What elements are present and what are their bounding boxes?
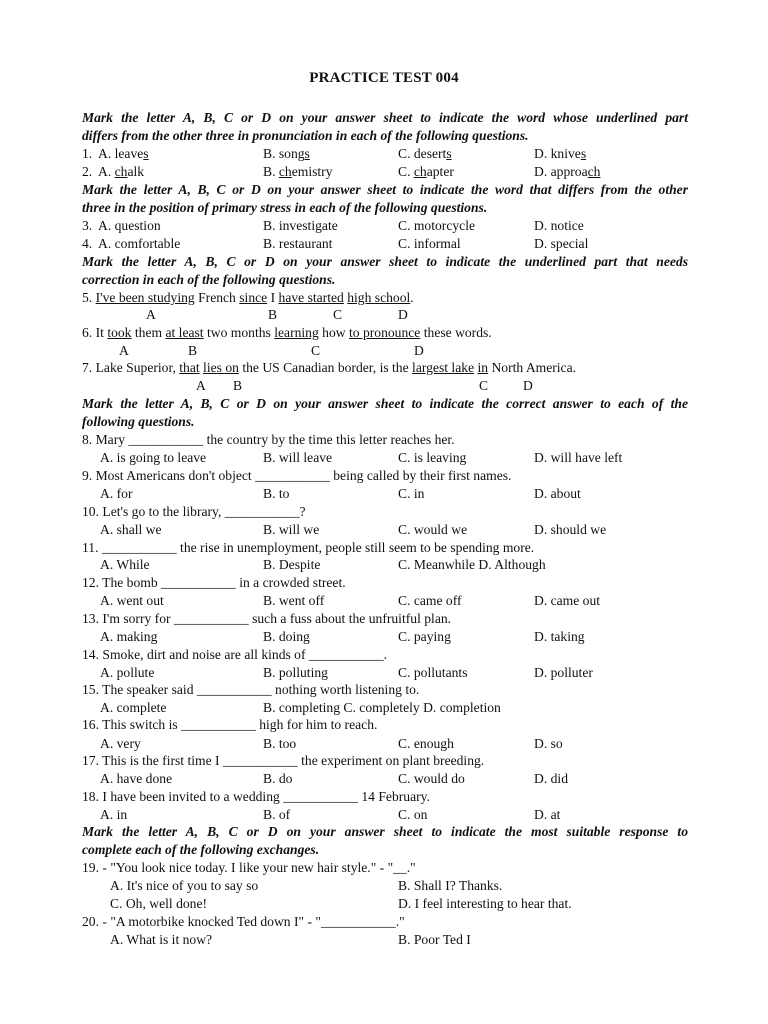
option-b: B. completing C. completely D. completion bbox=[263, 700, 501, 715]
question-15: 15. The speaker said ___________ nothing worth listening to. bbox=[82, 682, 420, 697]
option-c: C. would we bbox=[398, 522, 468, 537]
options-19 bbox=[82, 877, 682, 895]
section-instruction: Mark the letter A, B, C or D on your answer sheet to indicate the word whose underlined part bbox=[82, 110, 688, 125]
option-a: A. for bbox=[100, 486, 133, 501]
option-a: A. chalk bbox=[98, 164, 145, 179]
options-20 bbox=[82, 931, 682, 949]
option-a: A. is going to leave bbox=[100, 450, 207, 465]
option-a: A. shall we bbox=[100, 522, 162, 537]
options-18 bbox=[82, 806, 682, 824]
option-b: B. will leave bbox=[263, 450, 333, 465]
option-b: B. doing bbox=[263, 629, 310, 644]
question-13: 13. I'm sorry for ___________ such a fuss about the unfruitful plan. bbox=[82, 611, 452, 626]
option-d: D. notice bbox=[534, 218, 584, 233]
option-d: D. came out bbox=[534, 593, 601, 608]
option-a: A. What is it now? bbox=[110, 932, 213, 947]
option-a: A. in bbox=[100, 807, 128, 822]
options-9 bbox=[82, 485, 682, 503]
option-c: C. Meanwhile D. Although bbox=[398, 557, 546, 572]
option-d: D. taking bbox=[534, 629, 585, 644]
section-instruction: Mark the letter A, B, C or D on your answer sheet to indicate the word that differs from the other bbox=[82, 182, 688, 197]
section-instruction: complete each of the following exchanges. bbox=[82, 842, 320, 857]
option-c: C. deserts bbox=[398, 146, 452, 161]
question-20: 20. - "A motorbike knocked Ted down I" - "___________." bbox=[82, 914, 405, 929]
option-c: C. paying bbox=[398, 629, 451, 644]
options-10 bbox=[82, 521, 682, 539]
option-a: A. question bbox=[98, 218, 161, 233]
option-d: D. at bbox=[534, 807, 561, 822]
option-c: C. would do bbox=[398, 771, 465, 786]
section-instruction: Mark the letter A, B, C or D on your answer sheet to indicate the correct answer to each of the bbox=[82, 396, 688, 411]
question-9: 9. Most Americans don't object ___________ being called by their first names. bbox=[82, 468, 512, 483]
section-instruction: following questions. bbox=[82, 414, 195, 429]
option-a: A. comfortable bbox=[98, 236, 181, 251]
option-c: C. on bbox=[398, 807, 428, 822]
option-a: A. making bbox=[100, 629, 158, 644]
option-c: C. in bbox=[398, 486, 425, 501]
option-c: C. pollutants bbox=[398, 665, 468, 680]
option-a: A. It's nice of you to say so bbox=[110, 878, 259, 893]
option-d: D. so bbox=[534, 736, 563, 751]
option-b: B. Despite bbox=[263, 557, 321, 572]
answer-letters: A B C D bbox=[146, 307, 408, 322]
option-b: B. Poor Ted I bbox=[398, 932, 471, 947]
answer-letters: A B C D bbox=[196, 378, 533, 393]
question-19: 19. - "You look nice today. I like your new hair style." - "__." bbox=[82, 860, 416, 875]
option-d: D. will have left bbox=[534, 450, 623, 465]
option-d: D. polluter bbox=[534, 665, 593, 680]
option-d: D. knives bbox=[534, 146, 587, 161]
question-14: 14. Smoke, dirt and noise are all kinds of ___________. bbox=[82, 647, 388, 662]
page-title: PRACTICE TEST 004 bbox=[309, 70, 459, 86]
option-d: D. about bbox=[534, 486, 581, 501]
option-a: A. While bbox=[100, 557, 150, 572]
section-instruction: Mark the letter A, B, C or D on your answer sheet to indicate the most suitable response to bbox=[82, 824, 688, 839]
option-c: C. enough bbox=[398, 736, 454, 751]
question-11: 11. ___________ the rise in unemployment, people still seem to be spending more. bbox=[82, 540, 535, 555]
option-d: D. special bbox=[534, 236, 589, 251]
option-c: C. informal bbox=[398, 236, 461, 251]
question-8: 8. Mary ___________ the country by the time this letter reaches her. bbox=[82, 432, 455, 447]
option-b: B. will we bbox=[263, 522, 320, 537]
option-b: B. to bbox=[263, 486, 290, 501]
question-2: 2. A. chalk B. chemistry C. chapter D. approach bbox=[82, 164, 601, 179]
question-16: 16. This switch is ___________ high for him to reach. bbox=[82, 717, 378, 732]
question-5: 5. I've been studying French since I have started high school. bbox=[82, 290, 414, 305]
option-b: B. Shall I? Thanks. bbox=[398, 878, 503, 893]
question-10: 10. Let's go to the library, ___________? bbox=[82, 504, 306, 519]
options-15 bbox=[82, 699, 682, 717]
question-1: 1. A. leaves B. songs C. deserts D. knives bbox=[82, 146, 587, 161]
options-12 bbox=[82, 592, 682, 610]
section-instruction: differs from the other three in pronunciation in each of the following questions. bbox=[82, 128, 529, 143]
option-a: A. have done bbox=[100, 771, 173, 786]
option-a: A. went out bbox=[100, 593, 164, 608]
question-3: 3. A. question B. investigate C. motorcycle D. notice bbox=[82, 218, 584, 233]
question-6: 6. It took them at least two months learning how to pronounce these words. bbox=[82, 325, 492, 340]
option-c: C. Oh, well done! bbox=[110, 896, 208, 911]
option-d: D. did bbox=[534, 771, 568, 786]
option-a: A. pollute bbox=[100, 665, 155, 680]
option-b: B. went off bbox=[263, 593, 325, 608]
option-a: A. very bbox=[100, 736, 141, 751]
option-a: A. complete bbox=[100, 700, 167, 715]
option-c: C. chapter bbox=[398, 164, 454, 179]
options-17 bbox=[82, 770, 682, 788]
options-11 bbox=[82, 556, 682, 574]
question-12: 12. The bomb ___________ in a crowded street. bbox=[82, 575, 346, 590]
section-instruction: Mark the letter A, B, C or D on your answer sheet to indicate the underlined part that needs bbox=[82, 254, 688, 269]
option-b: B. too bbox=[263, 736, 297, 751]
option-b: B. restaurant bbox=[263, 236, 333, 251]
option-d: D. approach bbox=[534, 164, 601, 179]
option-b: B. do bbox=[263, 771, 293, 786]
option-b: B. polluting bbox=[263, 665, 328, 680]
option-b: B. songs bbox=[263, 146, 310, 161]
option-a: A. leaves bbox=[98, 146, 149, 161]
option-b: B. of bbox=[263, 807, 291, 822]
option-b: B. investigate bbox=[263, 218, 338, 233]
option-c: C. motorcycle bbox=[398, 218, 476, 233]
options-13 bbox=[82, 628, 682, 646]
options-8 bbox=[82, 449, 682, 467]
option-d: D. should we bbox=[534, 522, 607, 537]
option-c: C. is leaving bbox=[398, 450, 467, 465]
option-d: D. I feel interesting to hear that. bbox=[398, 896, 572, 911]
option-c: C. came off bbox=[398, 593, 462, 608]
option-b: B. chemistry bbox=[263, 164, 333, 179]
section-instruction: correction in each of the following questions. bbox=[82, 272, 336, 287]
options-14 bbox=[82, 664, 682, 682]
answer-letters: A B C D bbox=[119, 343, 424, 358]
question-7: 7. Lake Superior, that lies on the US Canadian border, is the largest lake in North America. bbox=[82, 360, 577, 375]
question-17: 17. This is the first time I ___________ the experiment on plant breeding. bbox=[82, 753, 485, 768]
options-16 bbox=[82, 735, 682, 753]
section-instruction: three in the position of primary stress in each of the following questions. bbox=[82, 200, 488, 215]
options-19 bbox=[82, 895, 682, 913]
question-4: 4. A. comfortable B. restaurant C. informal D. special bbox=[82, 236, 589, 251]
question-18: 18. I have been invited to a wedding ___________ 14 February. bbox=[82, 789, 430, 804]
